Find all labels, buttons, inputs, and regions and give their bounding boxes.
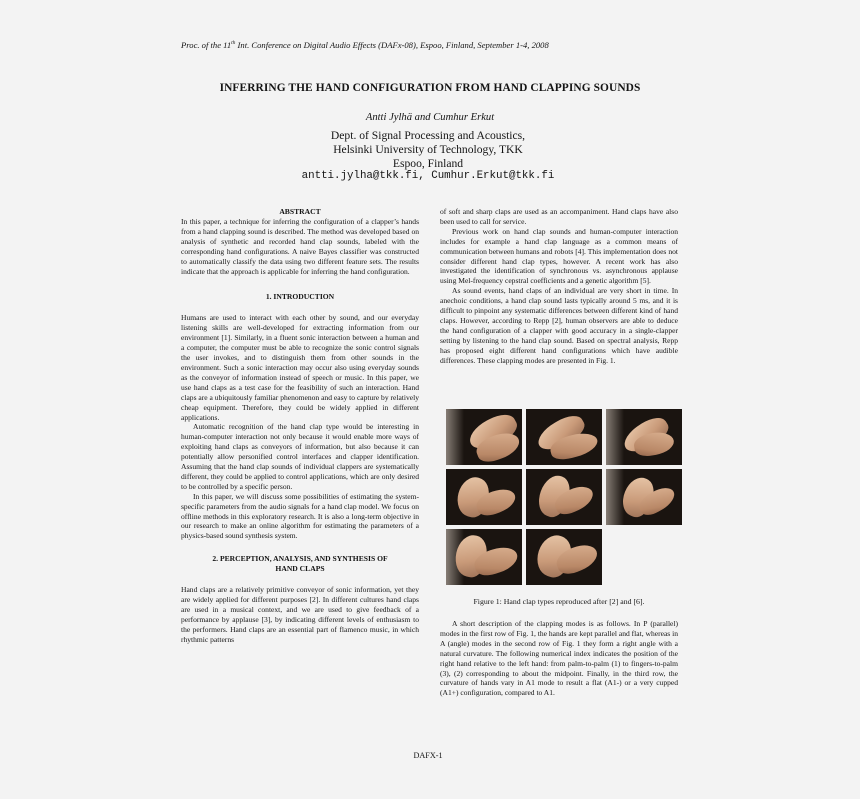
abstract-heading: ABSTRACT: [279, 207, 321, 216]
paragraph: In this paper, we will discuss some possibilities of estimating the system-specific parameters from the audio signals for a hand clap model. We focus on offline methods in this exploratory research. It is also a long-term objective in our research to make an online algorithm for estimating the parameters of a physics-based sound synthesis system.: [181, 491, 419, 541]
page-footer: DAFX-1: [413, 751, 443, 760]
section-heading-introduction: 1. INTRODUCTION: [265, 292, 335, 302]
photo-clap-a1-cupped: [526, 529, 602, 585]
paragraph: Humans are used to interact with each other by sound, and our everyday listening skills are well-developed for extracting information from our environment [1]. Similarly, in a fluent sonic interaction between a human and a computer, the computer must be able to recognize the sonic control signals the user invokes, and to distinguish them from other sounds in the environment. Such a sonic interaction may occur also using everyday sounds as the conveyor of information instead of speech or music. In this paper, we use hand claps as a test case for the feasibility of such an interaction. Hand claps are a ubiquitously familiar phenomenon and easy to capture by relatively cheap equipment. Therefore, they could be widely applied in different applications.: [181, 313, 419, 422]
section-heading-line: HAND CLAPS: [275, 564, 325, 574]
right-column: [440, 207, 678, 366]
photo-clap-p2: [526, 409, 602, 465]
figure-hand-clap-photos: [446, 409, 682, 585]
right-column-lower: [440, 619, 678, 698]
header-superscript: th: [231, 40, 236, 47]
section-heading-line: 2. PERCEPTION, ANALYSIS, AND SYNTHESIS OF: [212, 554, 388, 564]
photo-clap-a3: [606, 469, 682, 525]
left-column: [181, 207, 419, 645]
paragraph: Hand claps are a relatively primitive conveyor of sonic information, yet they are widely applied for different purposes [2]. In different cultures hand claps are used in a musical context, and we are used to give feedback of a performance by applause [3], by indicating different levels of enthusiasm to the performers. Hand claps are an essential part of flamenco music, in which rhythmic patterns: [181, 585, 419, 644]
paragraph: As sound events, hand claps of an individual are very short in time. In anechoic conditions, a hand clap sound lasts typically around 5 ms, and it is difficult to pinpoint any systematic differences between different kind of hand claps. However, according to Repp [2], human observers are able to deduce the hand configuration of a clapper with good accuracy in a single-clapper setting by listening to the hand clap sound. Based on spectral analysis, Repp has proposed eight different hand configurations which have audible differences. These clapping modes are presented in Fig. 1.: [440, 286, 678, 365]
paper-title: INFERRING THE HAND CONFIGURATION FROM HAND CLAPPING SOUNDS: [219, 82, 641, 94]
section-heading-perception: [181, 554, 419, 574]
paragraph: Automatic recognition of the hand clap type would be interesting in human-computer interaction not only because it would enable more ways of exploiting hand claps as conveyors of information, but also because it can potentially allow personified control interfaces and clapper identification. Assuming that the hand clap sounds of individual clappers are systematically different, they could be applied to control applications, which are only desired to be controlled by a specific person.: [181, 422, 419, 491]
photo-clap-a1-flat: [446, 529, 522, 585]
photo-clap-a1: [446, 469, 522, 525]
header-text-rest: Int. Conference on Digital Audio Effects (DAFx-08), Espoo, Finland, September 1-4, 2008: [235, 40, 549, 50]
photo-clap-p3: [606, 409, 682, 465]
affiliation-line: Espoo, Finland: [392, 157, 464, 170]
affiliation-line: Helsinki University of Technology, TKK: [333, 143, 523, 156]
author-emails: antti.jylha@tkk.fi, Cumhur.Erkut@tkk.fi: [301, 170, 555, 182]
photo-clap-p1: [446, 409, 522, 465]
header-text: Proc. of the 11: [181, 40, 232, 50]
figure-caption: Figure 1: Hand clap types reproduced after [2] and [6].: [473, 597, 645, 606]
paragraph: Previous work on hand clap sounds and human-computer interaction includes for example a hand clap language as a common means of communication between humans and robots [4]. This implementation does not consider different hand clap types, however. A recent work has also investigated the identification of synchronous vs. asynchronous applause using Mel-frequency cepstral coefficients and a genetic algorithm [5].: [440, 226, 678, 286]
affiliation: [0, 129, 856, 171]
paragraph: of soft and sharp claps are used as an accompaniment. Hand claps have also been used to call for service.: [440, 207, 678, 226]
photo-clap-a2: [526, 469, 602, 525]
paper-authors: Antti Jylhä and Cumhur Erkut: [365, 112, 495, 123]
affiliation-line: Dept. of Signal Processing and Acoustics,: [330, 129, 526, 142]
running-header: [181, 40, 549, 50]
abstract-text: In this paper, a technique for inferring the configuration of a clapper’s hands from a hand clapping sound is described. The method was developed based on analysis of synthetic and recorded hand clap sounds, labeled with the corresponding hand configurations. A naive Bayes classifier was constructed to automatically classify the data using two different feature sets. The results indicate that the approach is applicable for inferring the hand configuration.: [181, 217, 419, 276]
paragraph: A short description of the clapping modes is as follows. In P (parallel) modes in the first row of Fig. 1, the hands are kept parallel and flat, whereas in A (angle) modes in the second row of Fig. 1 they form a right angle with a natural curvature. The following numerical index indicates the position of the right hand relative to the left hand: from palm-to-palm (1) to fingers-to-palm (3), (2) corresponding to about the midpoint. Finally, in the third row, the curvature of hands vary in A1 mode to result a flat (A1-) or a very cupped (A1+) configuration, compared to A1.: [440, 619, 678, 698]
